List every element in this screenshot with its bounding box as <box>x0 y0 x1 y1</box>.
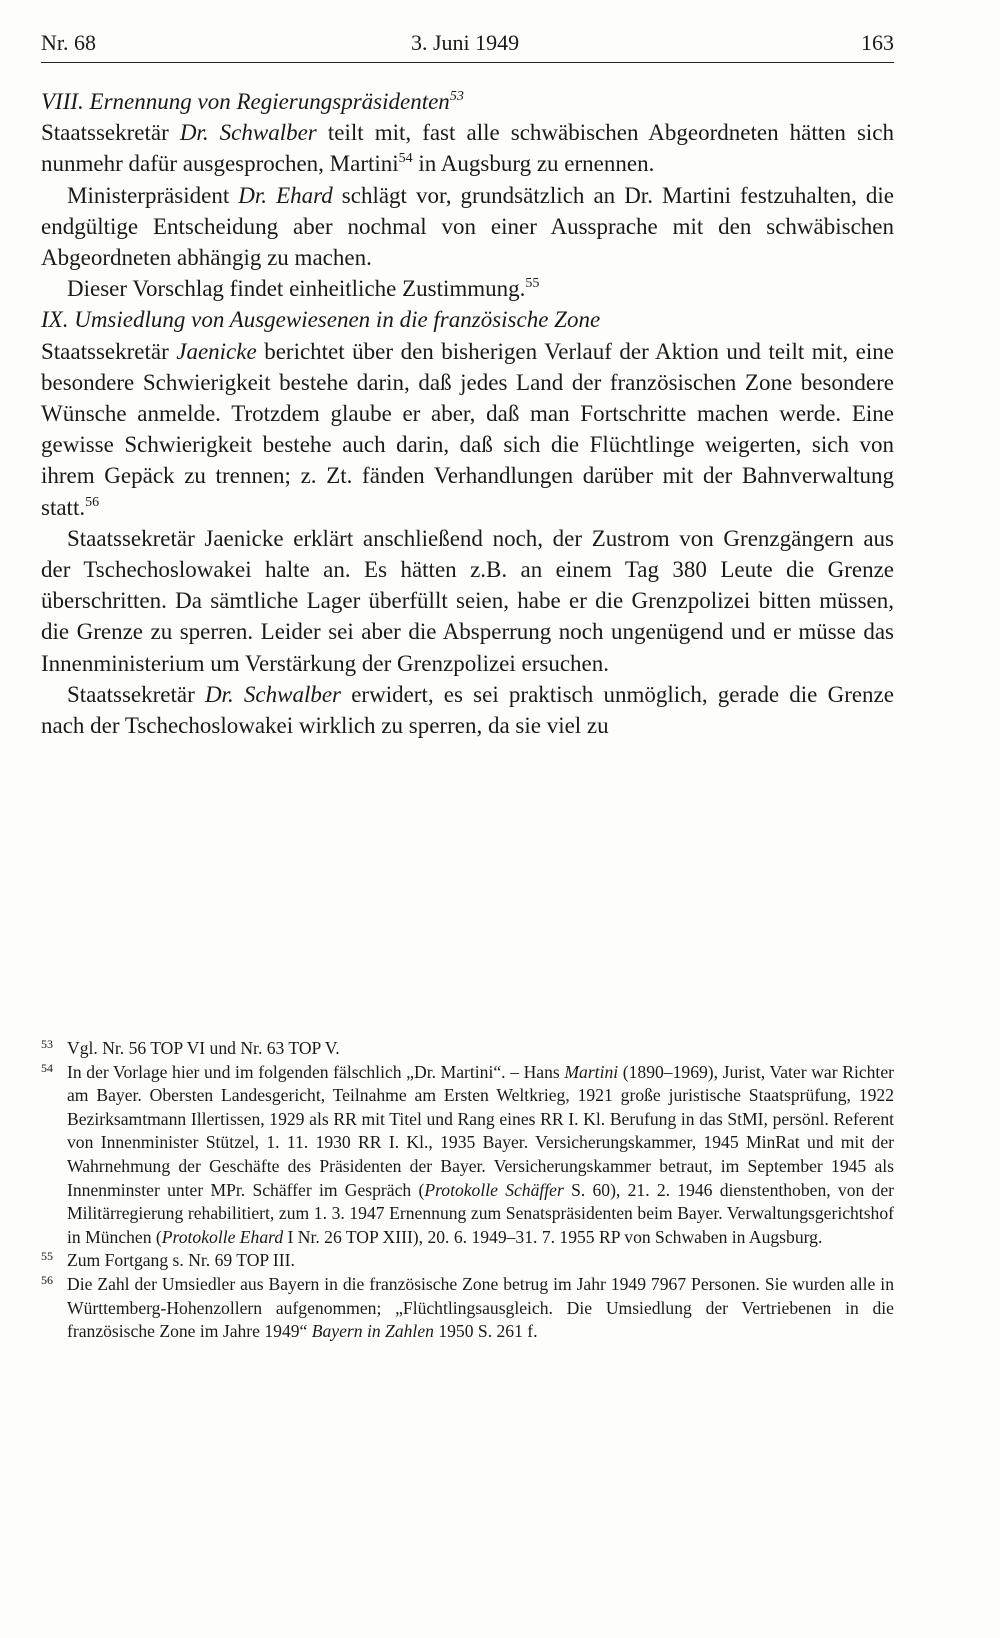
header-date: 3. Juni 1949 <box>411 30 520 55</box>
section-heading-viii: VIII. Ernennung von Regierungspräsidenten$^{53}$ <box>41 89 464 114</box>
page-number: 163 <box>861 30 894 55</box>
main-text <box>41 86 894 741</box>
person-name: Dr. Schwalber <box>179 120 317 146</box>
section-heading-ix: IX. Umsiedlung von Ausgewiesenen in die französische Zone <box>41 307 601 333</box>
footnote-ref-54[interactable]: 54 <box>398 151 413 167</box>
footnote-ref-56[interactable]: 56 <box>85 494 100 510</box>
paragraph-viii-1: Staatssekretär Dr. Schwalber teilt mit, fast alle schwäbischen Abgeordneten hätten sich nunmehr dafür ausgesprochen, Martini$^{54}$ in Augsburg zu ernennen. <box>41 120 894 177</box>
page-header <box>41 28 894 63</box>
footnote-ref-55[interactable]: 55 <box>525 276 540 292</box>
footnotes <box>41 1037 894 1344</box>
paragraph-ix-2: Staatssekretär Jaenicke erklärt anschließend noch, der Zustrom von Grenzgängern aus der Tschechoslowakei halte an. Es hätten z.B. an einem Tag 380 Leute die Grenze überschritten. Da sämtliche Lager überfüllt seien, habe er die Grenzpolizei bitten müssen, die Grenze zu sperren. Leider sei aber die Absperrung noch ungenügend und er müsse das Innenministerium um Verstärkung der Grenzpolizei ersuchen. <box>41 525 894 676</box>
footnote-number: 56 <box>41 1272 53 1287</box>
footnote-53: 53 Vgl. Nr. 56 TOP VI und Nr. 63 TOP V. <box>41 1037 894 1061</box>
person-name: Dr. Ehard <box>238 182 333 208</box>
footnote-56: 56 Die Zahl der Umsiedler aus Bayern in die französische Zone betrug im Jahr 1949 7967 Personen. Sie wurden alle in Württemberg-Hohenzollern aufgenommen; „Flüchtlingsausgleich. Die Umsiedlung der Vertriebenen in die französische Zone im Jahre 1949“ Bayern in Zahlen 1950 S. 261 f. <box>41 1273 894 1344</box>
footnote-55: 55 Zum Fortgang s. Nr. 69 TOP III. <box>41 1249 894 1273</box>
paragraph-ix-1: Staatssekretär Jaenicke berichtet über den bisherigen Verlauf der Aktion und teilt mit, eine besondere Schwierigkeit bestehe darin, daß jedes Land der französischen Zone besondere Wünsche anmelde. Trotzdem glaube er aber, daß man Fortschritte machen werde. Eine gewisse Schwierigkeit bestehe auch darin, daß sich die Flüchtlinge weigerten, sich von ihrem Gepäck zu trennen; z. Zt. fänden Verhandlungen darüber mit der Bahnverwaltung statt.$^{56}$ <box>41 338 894 520</box>
source-citation: Protokolle Ehard <box>161 1226 284 1247</box>
source-citation: Bayern in Zahlen <box>311 1321 434 1342</box>
source-citation: Protokolle Schäffer <box>424 1179 564 1200</box>
footnote-54: 54 In der Vorlage hier und im folgenden fälschlich „Dr. Martini“. – Hans Martini (1890–1969), Jurist, Vater war Richter am Bayer. Obersten Landesgericht, Teilnahme am Ersten Weltkrieg, 1921 große juristische Staatsprüfung, 1922 Bezirksamtmann Illertissen, 1929 als RR mit Titel und Rang eines RR I. Kl. Berufung in das StMI, persönl. Referent von Innenminister Stützel, 1. 11. 1930 RR I. Kl., 1935 Bayer. Versicherungskammer, 1945 MinRat und mit der Wahrnehmung der Geschäfte des Präsidenten der Bayer. Versicherungskammer betraut, im September 1945 als Innenminster unter MPr. Schäffer im Gespräch (Protokolle Schäffer S. 60), 21. 2. 1946 dienstenthoben, von der Militärregierung rehabilitiert, zum 1. 3. 1947 Ernennung zum Senatspräsidenten beim Bayer. Verwaltungsgerichtshof in München (Protokolle Ehard I Nr. 26 TOP XIII), 20. 6. 1949–31. 7. 1955 RP von Schwaben in Augsburg. <box>41 1061 894 1250</box>
paragraph-ix-3: Staatssekretär Dr. Schwalber erwidert, es sei praktisch unmöglich, gerade die Grenze nach der Tschechoslowakei wirklich zu sperren, da sie viel zu <box>41 681 894 739</box>
person-name: Jaenicke <box>176 338 257 364</box>
footnote-ref-53[interactable]: 53 <box>449 89 464 104</box>
footnote-number: 55 <box>41 1249 53 1264</box>
paragraph-viii-3: Dieser Vorschlag findet einheitliche Zustimmung.$^{55}$ <box>67 276 540 302</box>
footnote-number: 53 <box>41 1037 53 1051</box>
issue-number: Nr. 68 <box>41 30 96 55</box>
person-name: Dr. Schwalber <box>204 681 342 707</box>
footnote-number: 54 <box>41 1060 53 1075</box>
paragraph-viii-2: Ministerpräsident Dr. Ehard schlägt vor, grundsätzlich an Dr. Martini festzuhalten, die endgültige Entscheidung aber nochmal von einer Aussprache mit den schwäbischen Abgeordneten abhängig zu machen. <box>41 182 895 271</box>
